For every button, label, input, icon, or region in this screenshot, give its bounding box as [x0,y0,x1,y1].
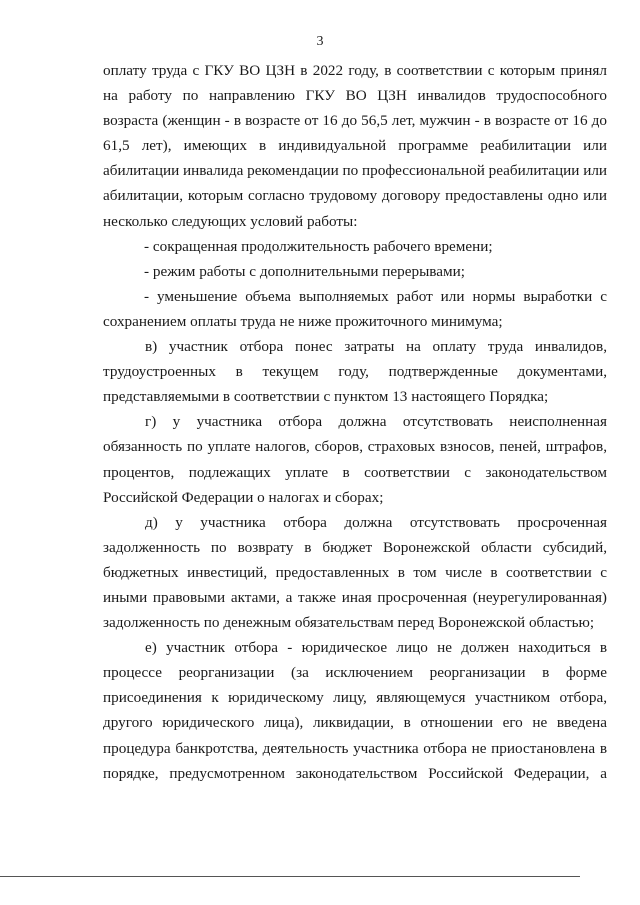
text-line: задолженность по денежным обязательствам перед Воронежской областью; [103,614,595,632]
text-line: присоединения к юридическому лицу, являющемуся участником отбора, [103,689,607,707]
text-line: порядке, предусмотренном законодательством Российской Федерации, а [103,764,607,782]
clause-line: в) участник отбора понес затраты на оплату труда инвалидов, [145,338,607,356]
text-line: обязанность по уплате налогов, сборов, страховых взносов, пеней, штрафов, [103,438,607,456]
text-line: задолженность по возврату в бюджет Воронежской области субсидий, [103,538,607,556]
text-line: Российской Федерации о налогах и сборах; [103,488,384,506]
list-item: - режим работы с дополнительными перерывами; [144,262,465,280]
document-body [103,58,607,786]
text-line: на работу по направлению ГКУ ВО ЦЗН инвалидов трудоспособного [103,87,607,105]
footer-divider [0,876,580,877]
text-line: абилитации инвалида рекомендации по профессиональной реабилитации или [103,162,608,180]
text-line: бюджетных инвестиций, предоставленных в том числе в соответствии с [103,563,607,581]
text-line: иными правовыми актами, а также иная просроченная (неурегулированная) [103,588,607,606]
text-line: несколько следующих условий работы: [103,212,358,230]
clause-line: г) у участника отбора должна отсутствовать неисполненная [145,413,607,431]
list-item: - сокращенная продолжительность рабочего времени; [144,237,493,255]
text-line: трудоустроенных в текущем году, подтвержденные документами, [103,363,607,381]
text-line: процентов, подлежащих уплате в соответствии с законодательством [103,463,607,481]
text-line: 61,5 лет), имеющих в индивидуальной программе реабилитации или [103,137,607,155]
text-line: сохранением оплаты труда не ниже прожиточного минимума; [103,312,503,330]
page-number: 3 [316,34,324,49]
text-line: процедура банкротства, деятельность участника отбора не приостановлена в [103,739,607,757]
text-line: процессе реорганизации (за исключением реорганизации в форме [103,664,607,682]
text-line: абилитации, которым согласно трудовому договору предоставлены одно или [103,187,607,205]
text-line: оплату труда с ГКУ ВО ЦЗН в 2022 году, в соответствии с которым принял [103,62,607,79]
text-line: возраста (женщин - в возрасте от 16 до 56,5 лет, мужчин - в возрасте от 16 до [103,112,607,130]
clause-line: е) участник отбора - юридическое лицо не должен находиться в [145,639,607,657]
clause-line: д) у участника отбора должна отсутствовать просроченная [145,513,607,531]
text-line: другого юридического лица), ликвидации, в отношении его не введена [103,714,607,732]
text-line: представляемыми в соответствии с пунктом 13 настоящего Порядка; [103,388,549,406]
list-item: - уменьшение объема выполняемых работ или нормы выработки с [144,287,607,305]
